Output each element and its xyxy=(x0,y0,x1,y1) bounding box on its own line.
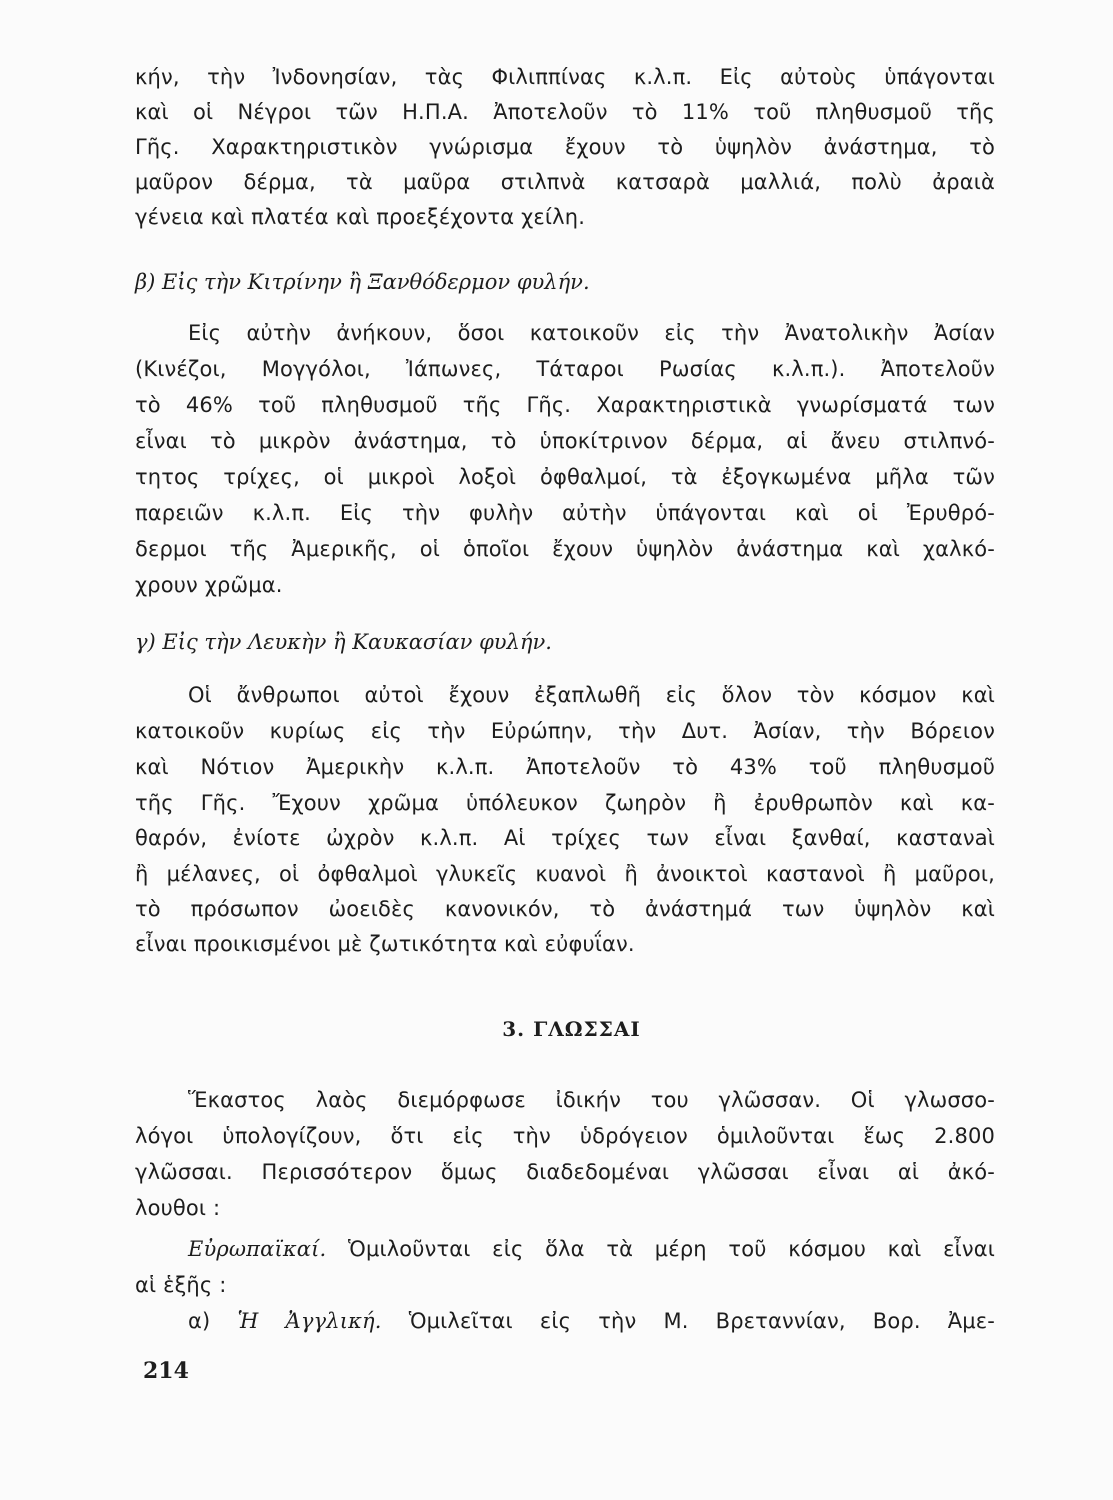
alpha-prefix: α) xyxy=(188,1309,211,1333)
text-line: κήν, τὴν Ἰνδονησίαν, τὰς Φιλιππίνας κ.λ.π. Εἰς αὐτοὺς ὑπάγονται xyxy=(135,65,995,89)
alpha-text: Ὁμιλεῖται εἰς τὴν Μ. Βρεταννίαν, Βορ. Ἀμε- xyxy=(408,1309,996,1333)
text-line: ἢ μέλανες, οἱ ὀφθαλμοὶ γλυκεῖς κυανοὶ ἢ ἀνοικτοὶ καστανοὶ ἢ μαῦροι, xyxy=(135,862,995,886)
subheading-white-race: γ) Εἰς τὴν Λευκὴν ἢ Καυκασίαν φυλήν. xyxy=(135,630,552,654)
text-line: θαρόν, ἐνίοτε ὠχρὸν κ.λ.π. Αἱ τρίχες των εἶναι ξανθαί, καστανaὶ xyxy=(135,826,995,850)
text-line: (Κινέζοι, Μογγόλοι, Ἰάπωνες, Τάταροι Ρωσίας κ.λ.π.). Ἀποτελοῦν xyxy=(135,357,995,381)
section-title: 3. ΓΛΩΣΣΑΙ xyxy=(502,1017,641,1041)
subheading-yellow-race: β) Εἰς τὴν Κιτρίνην ἢ Ξανθόδερμον φυλήν. xyxy=(135,270,590,294)
text-line: τὸ πρόσωπον ὠοειδὲς κανονικόν, τὸ ἀνάστημά των ὑψηλὸν καὶ xyxy=(135,897,995,921)
text-line: γένεια καὶ πλατέα καὶ προεξέχοντα χείλη. xyxy=(135,205,586,229)
text-line: Εἰς αὐτὴν ἀνήκουν, ὅσοι κατοικοῦν εἰς τὴν Ἀνατολικὴν Ἀσίαν xyxy=(188,321,995,345)
text-line: εἶναι προικισμένοι μὲ ζωτικότητα καὶ εὐφυΐαν. xyxy=(135,932,635,956)
text-line: αἱ ἑξῆς : xyxy=(135,1273,227,1297)
text-line: παρειῶν κ.λ.π. Εἰς τὴν φυλὴν αὐτὴν ὑπάγονται καὶ οἱ Ἐρυθρό- xyxy=(135,501,995,525)
text-line: γλῶσσαι. Περισσότερον ὅμως διαδεδομέναι γλῶσσαι εἶναι αἱ ἀκό- xyxy=(135,1160,995,1184)
text-line: δερμοι τῆς Ἀμερικῆς, οἱ ὁποῖοι ἔχουν ὑψηλὸν ἀνάστημα καὶ χαλκό- xyxy=(135,537,995,561)
text-line: κατοικοῦν κυρίως εἰς τὴν Εὐρώπην, τὴν Δυτ. Ἀσίαν, τὴν Βόρειον xyxy=(135,719,995,743)
text-line: Ἕκαστος λαὸς διεμόρφωσε ἰδικήν του γλῶσσαν. Οἱ γλωσσο- xyxy=(188,1088,995,1112)
text-line: τὸ 46% τοῦ πληθυσμοῦ τῆς Γῆς. Χαρακτηριστικὰ γνωρίσματά των xyxy=(135,393,995,417)
text-line: λόγοι ὑπολογίζουν, ὅτι εἰς τὴν ὑδρόγειον ὁμιλοῦνται ἕως 2.800 xyxy=(135,1124,995,1148)
text-line xyxy=(188,1234,995,1264)
text-line: Οἱ ἄνθρωποι αὐτοὶ ἔχουν ἐξαπλωθῆ εἰς ὅλον τὸν κόσμον καὶ xyxy=(188,683,995,707)
text-line: χρουν χρῶμα. xyxy=(135,573,283,597)
text-line: μαῦρον δέρμα, τὰ μαῦρα στιλπνὰ κατσαρὰ μαλλιά, πολὺ ἀραιὰ xyxy=(135,170,995,194)
text-line: εἶναι τὸ μικρὸν ἀνάστημα, τὸ ὑποκίτρινον δέρμα, αἱ ἄνευ στιλπνό- xyxy=(135,429,995,453)
text-line: καὶ οἱ Νέγροι τῶν Η.Π.Α. Ἀποτελοῦν τὸ 11% τοῦ πληθυσμοῦ τῆς xyxy=(135,100,995,124)
text-line xyxy=(188,1306,995,1336)
text-line: καὶ Νότιον Ἀμερικὴν κ.λ.π. Ἀποτελοῦν τὸ 43% τοῦ πληθυσμοῦ xyxy=(135,755,995,779)
alpha-label: Ἡ Ἀγγλική. xyxy=(237,1309,382,1333)
page-number: 214 xyxy=(143,1358,189,1384)
text-line: λουθοι : xyxy=(135,1196,221,1220)
text-line: τητος τρίχες, οἱ μικροὶ λοξοὶ ὀφθαλμοί, τὰ ἐξογκωμένα μῆλα τῶν xyxy=(135,465,995,489)
european-label: Εὐρωπαϊκαί. xyxy=(188,1237,327,1261)
text-line: τῆς Γῆς. Ἔχουν χρῶμα ὑπόλευκον ζωηρὸν ἢ ἐρυθρωπὸν καὶ κα- xyxy=(135,791,995,815)
european-text: Ὁμιλοῦνται εἰς ὅλα τὰ μέρη τοῦ κόσμου καὶ εἶναι xyxy=(347,1237,996,1261)
text-line: Γῆς. Χαρακτηριστικὸν γνώρισμα ἔχουν τὸ ὑψηλὸν ἀνάστημα, τὸ xyxy=(135,135,995,159)
